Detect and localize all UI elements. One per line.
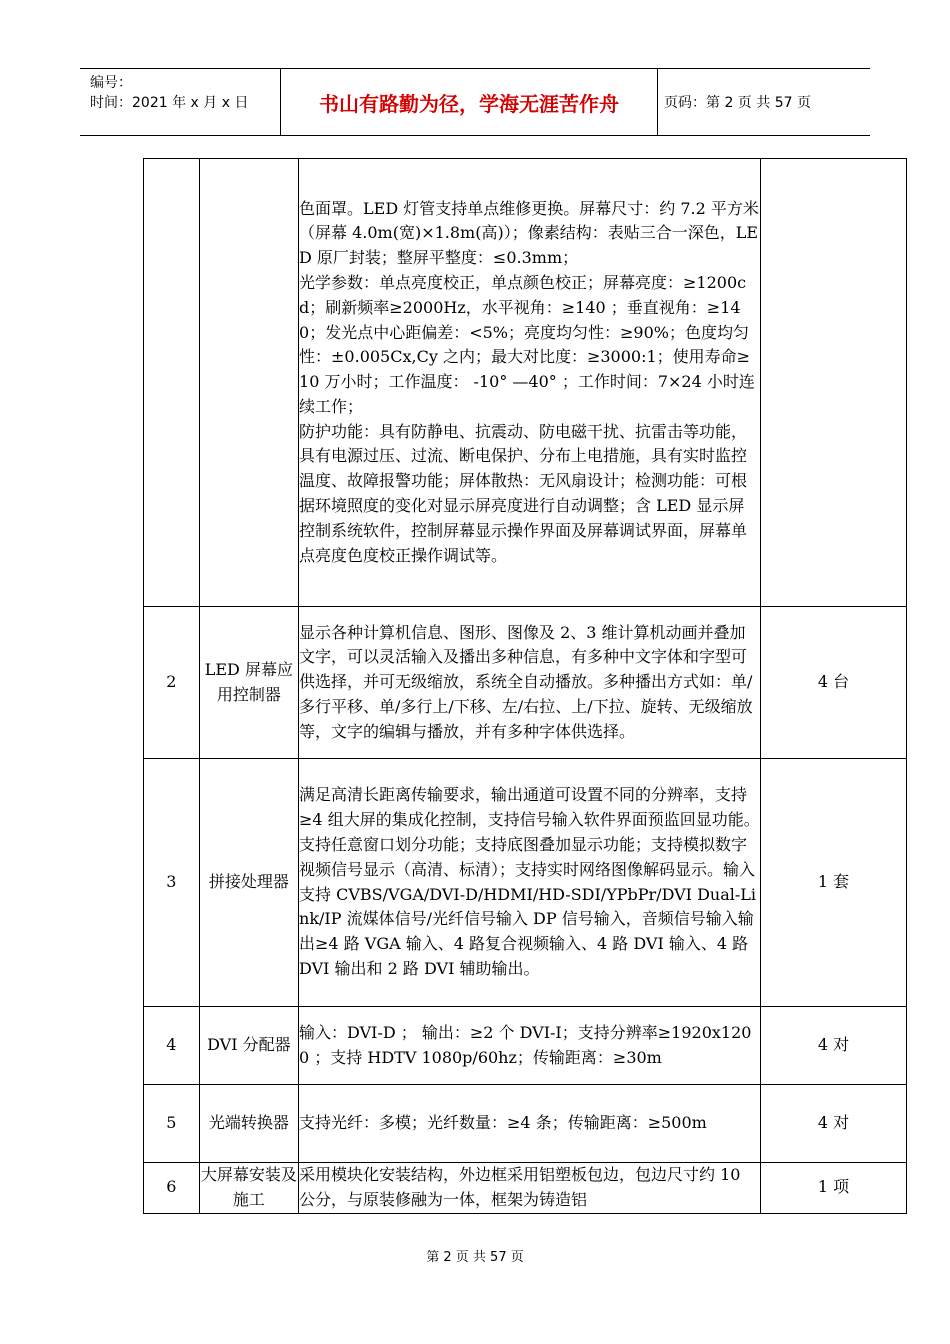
- item-description: [299, 1163, 761, 1214]
- description-paragraph: 色面罩。LED 灯管支持单点维修更换。屏幕尺寸：约 7.2 平方米（屏幕 4.0m(宽)×1.8m(高)）；像素结构：表贴三合一深色，LED 原厂封装；整屏平整度：≤0.3mm；: [299, 198, 759, 268]
- row-number: [144, 159, 200, 607]
- item-description: [299, 1007, 761, 1085]
- page-header: [80, 68, 870, 136]
- row-number: 6: [144, 1163, 200, 1214]
- description-paragraph: 光学参数：单点亮度校正，单点颜色校正；屏幕亮度：≥1200cd；刷新频率≥2000Hz，水平视角：≥140 ；垂直视角：≥140；发光点中心距偏差：<5%；亮度均匀性：≥90%；色度均匀性：±0.005Cx,Cy 之内；最大对比度：≥3000:1；使用寿命≥10 万小时；工作温度： -10° —40° ；工作时间：7×24 小时连续工作；: [299, 272, 755, 416]
- item-quantity: 1 套: [761, 759, 907, 1007]
- description-paragraph: 防护功能：具有防静电、抗震动、防电磁干扰、抗雷击等功能，具有电源过压、过流、断电保护、分布上电措施，具有实时监控温度、故障报警功能；屏体散热：无风扇设计；检测功能：可根据环境照度的变化对显示屏亮度进行自动调整；含 LED 显示屏控制系统软件，控制屏幕显示操作界面及屏幕调试界面，屏幕单点亮度色度校正操作调试等。: [299, 421, 748, 565]
- item-description: [299, 759, 761, 1007]
- item-name: DVI 分配器: [199, 1007, 298, 1085]
- table-row: [144, 159, 907, 607]
- item-name: LED 屏幕应用控制器: [199, 607, 298, 759]
- table-row: [144, 1163, 907, 1214]
- document-number-label: 编号：: [90, 75, 132, 91]
- item-description: [299, 607, 761, 759]
- item-name: 拼接处理器: [199, 759, 298, 1007]
- item-quantity: 1 项: [761, 1163, 907, 1214]
- table-row: [144, 1085, 907, 1163]
- item-description: [299, 1085, 761, 1163]
- table-row: [144, 759, 907, 1007]
- table-row: [144, 1007, 907, 1085]
- header-page-info: 页码：第 2 页 共 57 页: [664, 95, 811, 111]
- row-number: 5: [144, 1085, 200, 1163]
- item-name: 光端转换器: [199, 1085, 298, 1163]
- item-name: 大屏幕安装及施工: [199, 1163, 298, 1214]
- header-meta: [90, 73, 278, 113]
- item-name: [199, 159, 298, 607]
- document-date: 时间：2021 年 x 月 x 日: [90, 95, 249, 111]
- item-quantity: 4 台: [761, 607, 907, 759]
- item-description: [299, 159, 761, 607]
- description-paragraph: 支持光纤：多模；光纤数量：≥4 条；传输距离：≥500m: [299, 1113, 707, 1133]
- table-row: [144, 607, 907, 759]
- description-paragraph: 输入：DVI-D ； 输出：≥2 个 DVI-I；支持分辨率≥1920x1200 ；支持 HDTV 1080p/60hz；传输距离：≥30m: [299, 1022, 752, 1067]
- item-quantity: 4 对: [761, 1007, 907, 1085]
- header-divider: [657, 69, 658, 135]
- description-paragraph: 采用模块化安装结构，外边框采用铝塑板包边，包边尺寸约 10 公分，与原装修融为一体，框架为铸造铝: [299, 1165, 741, 1209]
- row-number: 2: [144, 607, 200, 759]
- spec-table: [143, 158, 907, 1214]
- item-quantity: 4 对: [761, 1085, 907, 1163]
- header-motto: 书山有路勤为径，学海无涯苦作舟: [319, 91, 619, 116]
- description-paragraph: 满足高清长距离传输要求，输出通道可设置不同的分辨率，支持≥4 组大屏的集成化控制，支持信号输入软件界面预监回显功能。支持任意窗口划分功能；支持底图叠加显示功能；支持模拟数字视频信号显示（高清、标清）；支持实时网络图像解码显示。输入支持 CVBS/VGA/DVI-D/HDMI/HD-SDI/YPbPr/DVI Dual-Link/IP 流媒体信号/光纤信号输入 DP 信号输入，音频信号输入输出≥4 路 VGA 输入、4 路复合视频输入、4 路 DVI 输入、4 路 DVI 输出和 2 路 DVI 辅助输出。: [299, 785, 760, 978]
- row-number: 4: [144, 1007, 200, 1085]
- item-quantity: [761, 159, 907, 607]
- description-paragraph: 显示各种计算机信息、图形、图像及 2、3 维计算机动画并叠加文字，可以灵活输入及播出多种信息，有多种中文字体和字型可供选择，并可无级缩放，系统全自动播放。多种播出方式如：单/多行平移、单/多行上/下移、左/右拉、上/下拉、旋转、无级缩放等，文字的编辑与播放，并有多种字体供选择。: [299, 622, 753, 741]
- page-footer: 第 2 页 共 57 页: [426, 1250, 524, 1265]
- row-number: 3: [144, 759, 200, 1007]
